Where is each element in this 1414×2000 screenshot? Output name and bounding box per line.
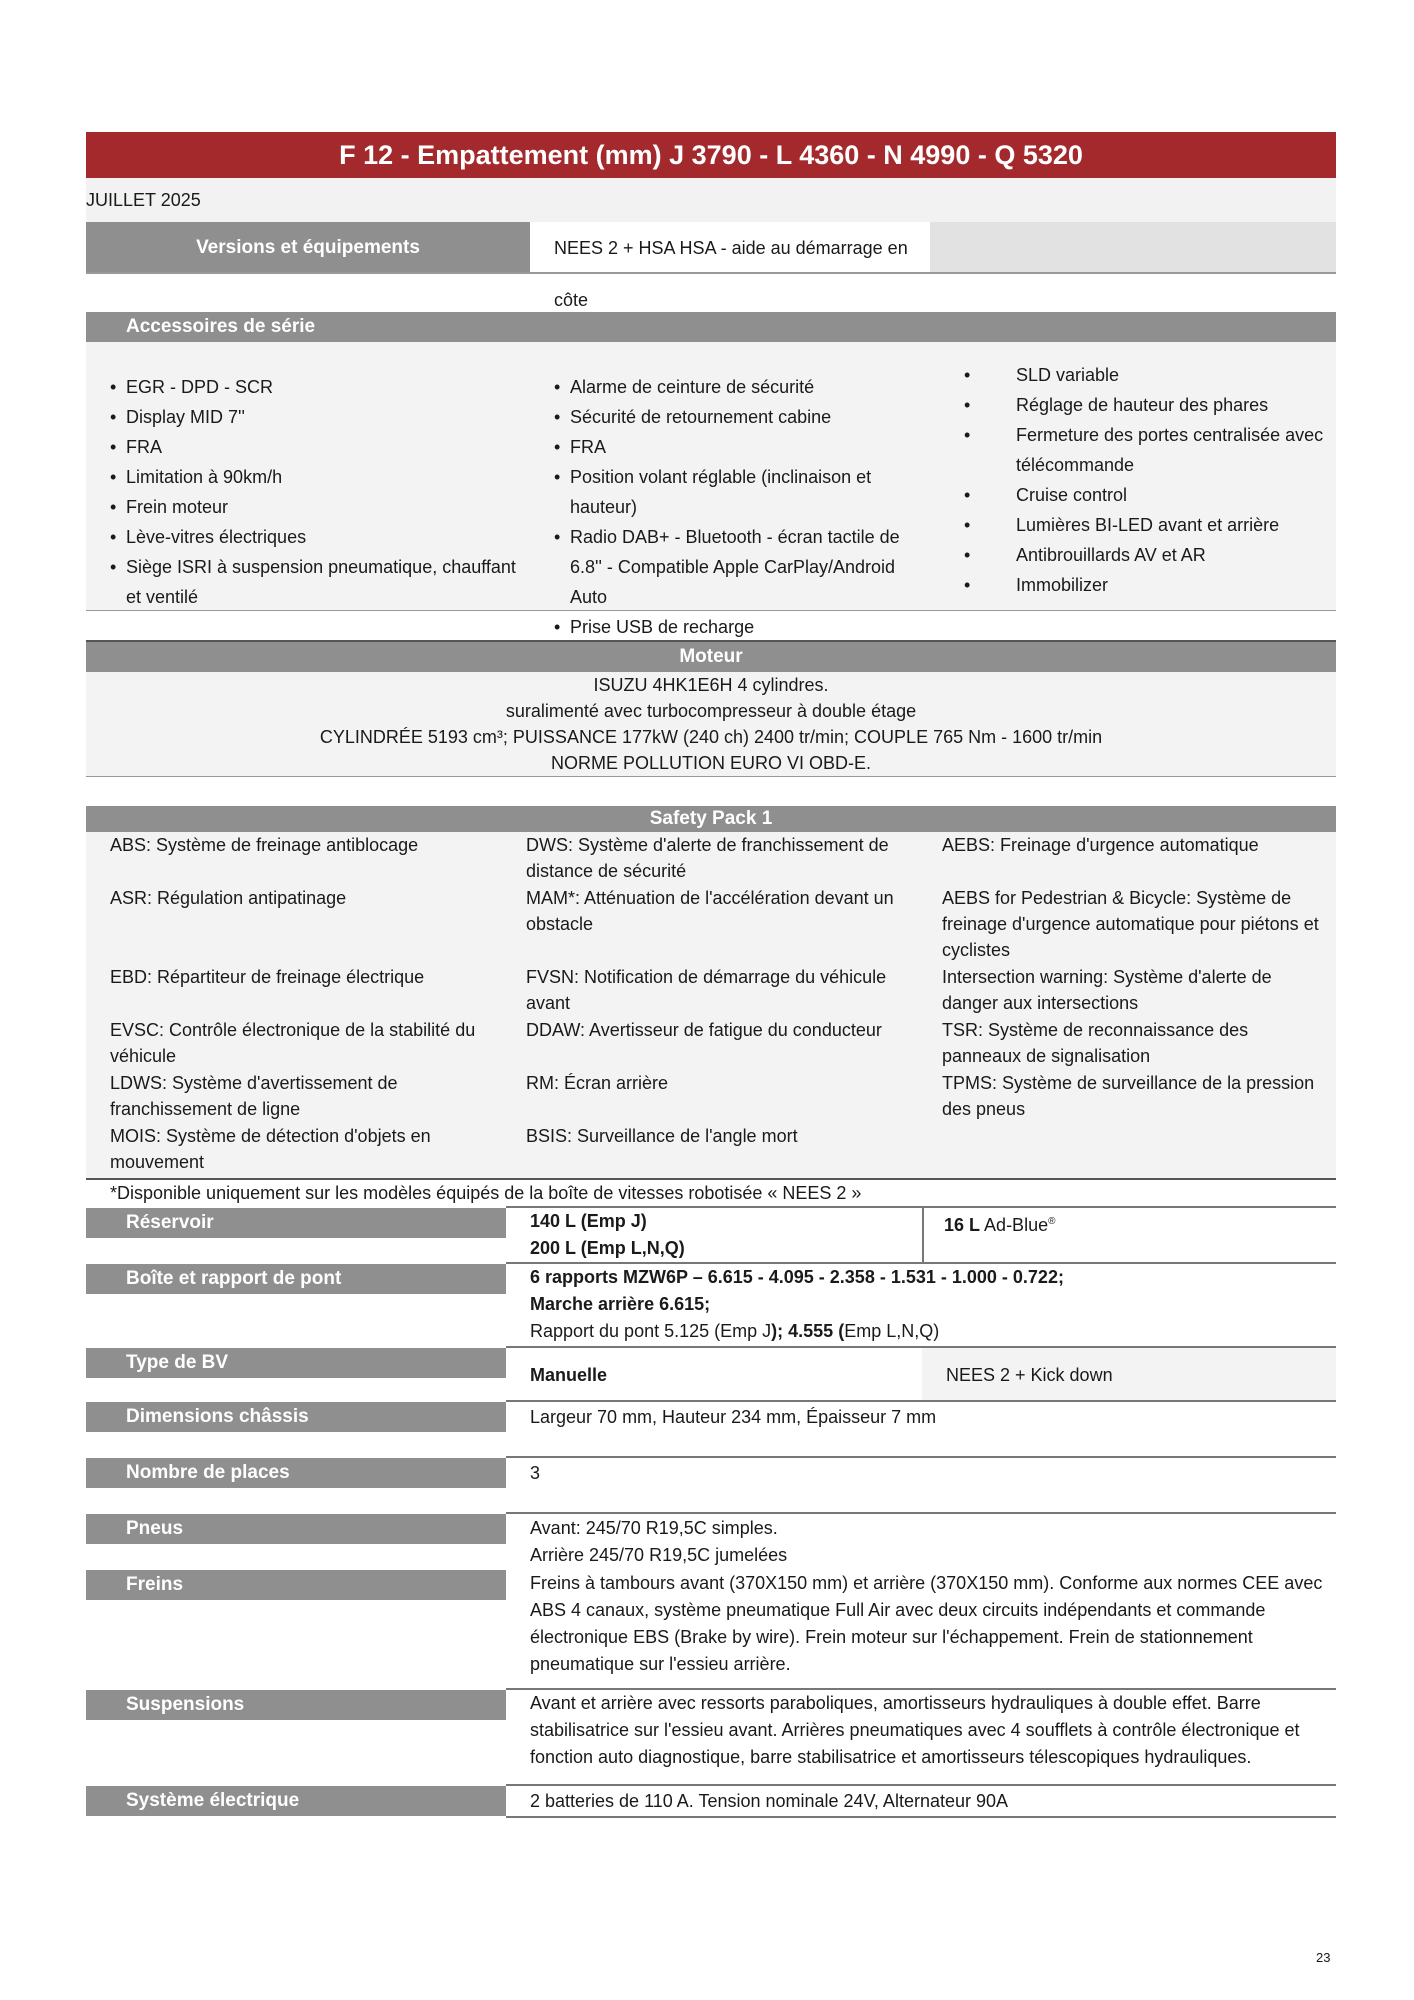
page-number: 23 — [1316, 1950, 1331, 1965]
pneus-line: Avant: 245/70 R19,5C simples. — [530, 1518, 778, 1538]
moteur-line: CYLINDRÉE 5193 cm³; PUISSANCE 177kW (240 ch) 2400 tr/min; COUPLE 765 Nm - 1600 tr/min — [319, 727, 1103, 747]
table-cell: LDWS: Système d'avertissement de franchissement de ligne — [110, 1073, 398, 1119]
reservoir-value — [530, 1208, 910, 1262]
boite-text: Emp L,N,Q) — [844, 1321, 940, 1341]
dimensions-label: Dimensions châssis — [86, 1402, 506, 1432]
adblue-qty: 16 L — [944, 1215, 981, 1235]
list-item: • Display MID 7'' — [110, 402, 520, 432]
suspensions-value: Avant et arrière avec ressorts paraboliques, amortisseurs hydrauliques à double effet. Barre stabilisatrice sur l'essieu avant. Arrières pneumatiques avec 4 soufflets à contrôle électronique et fonction auto diagnostique, barre stabilisatrice et amortisseurs télescopiques hydrauliques. — [530, 1693, 1300, 1767]
versions-label: Versions et équipements — [86, 222, 530, 274]
list-item: • FRA — [554, 432, 934, 462]
adblue-value — [944, 1208, 1324, 1239]
boite-line — [530, 1318, 1330, 1345]
list-item: • Frein moteur — [110, 492, 520, 522]
list-item: • Radio DAB+ - Bluetooth - écran tactile de 6.8'' - Compatible Apple CarPlay/Android Auto — [554, 522, 934, 612]
safety-pack-header: Safety Pack 1 — [86, 806, 1336, 832]
list-item: • FRA — [110, 432, 520, 462]
document-date: JUILLET 2025 — [86, 190, 201, 210]
list-item: • Immobilizer — [964, 570, 1324, 600]
footnote: *Disponible uniquement sur les modèles équipés de la boîte de vitesses robotisée « NEES 2 » — [110, 1183, 862, 1203]
divider — [922, 1208, 924, 1264]
boite-text: Rapport du pont 5.125 (Emp J — [530, 1321, 772, 1341]
divider — [506, 1456, 1336, 1458]
places-label: Nombre de places — [86, 1458, 506, 1488]
date-row — [86, 178, 1336, 222]
freins-label: Freins — [86, 1570, 506, 1600]
list-item: • Cruise control — [964, 480, 1324, 510]
boite-label: Boîte et rapport de pont — [86, 1264, 506, 1294]
pneus-value — [530, 1515, 1330, 1569]
divider — [506, 1512, 1336, 1514]
moteur-header: Moteur — [86, 640, 1336, 672]
table-cell: DDAW: Avertisseur de fatigue du conducteur — [526, 1020, 882, 1040]
list-item: • Lève-vitres électriques — [110, 522, 520, 552]
divider — [506, 1816, 1336, 1818]
table-cell: Intersection warning: Système d'alerte de danger aux intersections — [942, 967, 1272, 1013]
pneus-line: Arrière 245/70 R19,5C jumelées — [530, 1545, 788, 1565]
versions-empty-cell — [930, 222, 1336, 274]
table-cell: MOIS: Système de détection d'objets en mouvement — [110, 1126, 431, 1172]
boite-line: 6 rapports MZW6P – 6.615 - 4.095 - 2.358 - 1.531 - 1.000 - 0.722; — [530, 1267, 1064, 1287]
table-cell: BSIS: Surveillance de l'angle mort — [526, 1126, 798, 1146]
accessoires-column-3 — [964, 360, 1324, 600]
list-item: • Lumières BI-LED avant et arrière — [964, 510, 1324, 540]
suspensions-label: Suspensions — [86, 1690, 506, 1720]
page-title: F 12 - Empattement (mm) J 3790 - L 4360 - N 4990 - Q 5320 — [86, 132, 1336, 178]
places-value: 3 — [530, 1463, 541, 1483]
moteur-line: NORME POLLUTION EURO VI OBD-E. — [550, 753, 872, 773]
moteur-line: suralimenté avec turbocompresseur à double étage — [505, 701, 917, 721]
adblue-mark: ® — [1048, 1216, 1056, 1227]
list-item: • Sécurité de retournement cabine — [554, 402, 934, 432]
adblue-name: Ad-Blue — [984, 1215, 1049, 1235]
table-cell: EVSC: Contrôle électronique de la stabilité du véhicule — [110, 1020, 476, 1066]
list-item: • Fermeture des portes centralisée avec télécommande — [964, 420, 1324, 480]
boite-value — [530, 1264, 1330, 1345]
reservoir-line: 200 L (Emp L,N,Q) — [530, 1238, 685, 1258]
table-cell: FVSN: Notification de démarrage du véhicule avant — [526, 967, 887, 1013]
accessoires-column-1 — [110, 372, 520, 612]
table-cell: ASR: Régulation antipatinage — [110, 888, 347, 908]
list-item: • Réglage de hauteur des phares — [964, 390, 1324, 420]
table-cell: AEBS for Pedestrian & Bicycle: Système de freinage d'urgence automatique pour piétons et cyclistes — [942, 888, 1319, 960]
boite-text: ); 4.555 ( — [771, 1321, 845, 1341]
table-cell: AEBS: Freinage d'urgence automatique — [942, 835, 1259, 855]
safety-pack-grid — [86, 832, 1336, 1180]
moteur-line: ISUZU 4HK1E6H 4 cylindres. — [593, 675, 829, 695]
type-bv-manuelle: Manuelle — [530, 1365, 608, 1385]
reservoir-line: 140 L (Emp J) — [530, 1211, 647, 1231]
freins-value: Freins à tambours avant (370X150 mm) et arrière (370X150 mm). Conforme aux normes CEE avec ABS 4 canaux, système pneumatique Full Air avec deux circuits indépendants et commande électronique EBS (Brake by wire). Frein moteur sur l'échappement. Frein de stationnement pneumatique sur l'essieu arrière. — [530, 1573, 1323, 1674]
table-cell: RM: Écran arrière — [526, 1073, 669, 1093]
type-bv-label: Type de BV — [86, 1348, 506, 1378]
list-item: • Antibrouillards AV et AR — [964, 540, 1324, 570]
versions-value: NEES 2 + HSA HSA - aide au démarrage en côte — [530, 222, 930, 274]
electrique-value: 2 batteries de 110 A. Tension nominale 24V, Alternateur 90A — [530, 1791, 1009, 1811]
pneus-label: Pneus — [86, 1514, 506, 1544]
table-cell: MAM*: Atténuation de l'accélération devant un obstacle — [526, 888, 894, 934]
list-item: • Limitation à 90km/h — [110, 462, 520, 492]
list-item: • Position volant réglable (inclinaison et hauteur) — [554, 462, 934, 522]
divider — [86, 272, 1336, 274]
table-cell: ABS: Système de freinage antiblocage — [110, 835, 419, 855]
moteur-box — [86, 672, 1336, 777]
list-item: • Prise USB de recharge — [554, 612, 934, 642]
table-cell: EBD: Répartiteur de freinage électrique — [110, 967, 425, 987]
table-cell: TSR: Système de reconnaissance des panneaux de signalisation — [942, 1020, 1249, 1066]
divider — [506, 1784, 1336, 1786]
electrique-label: Système électrique — [86, 1786, 506, 1816]
boite-line: Marche arrière 6.615; — [530, 1294, 711, 1314]
type-bv-nees: NEES 2 + Kick down — [946, 1365, 1113, 1385]
table-cell: DWS: Système d'alerte de franchissement de distance de sécurité — [526, 835, 889, 881]
table-cell: TPMS: Système de surveillance de la pression des pneus — [942, 1073, 1315, 1119]
dimensions-value: Largeur 70 mm, Hauteur 234 mm, Épaisseur 7 mm — [530, 1407, 937, 1427]
list-item: • Siège ISRI à suspension pneumatique, chauffant et ventilé — [110, 552, 520, 612]
reservoir-label: Réservoir — [86, 1208, 506, 1238]
list-item: • Alarme de ceinture de sécurité — [554, 372, 934, 402]
accessoires-column-2 — [554, 372, 934, 642]
accessoires-header: Accessoires de série — [86, 312, 1336, 342]
divider — [506, 1400, 1336, 1402]
list-item: • EGR - DPD - SCR — [110, 372, 520, 402]
list-item: • SLD variable — [964, 360, 1324, 390]
